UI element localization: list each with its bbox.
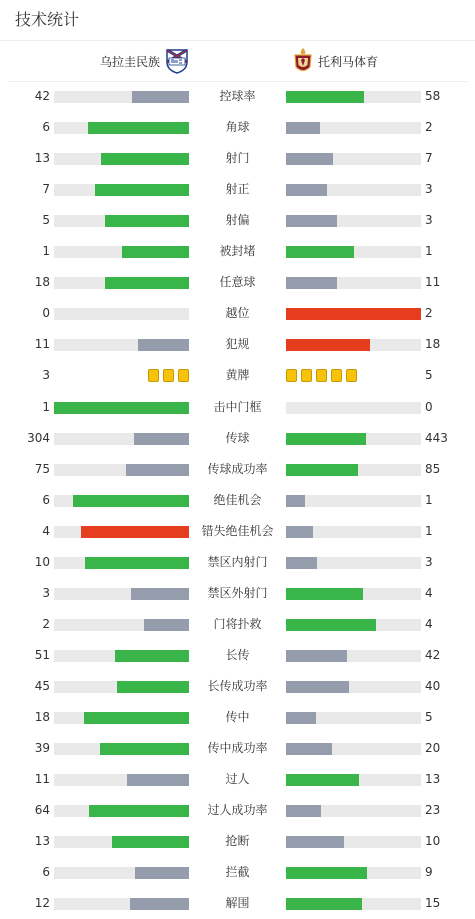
stat-row[interactable] xyxy=(0,702,475,733)
stat-label: 越位 xyxy=(225,306,250,321)
stat-row[interactable] xyxy=(0,764,475,795)
away-bar-fill xyxy=(286,898,362,910)
away-value: 13 xyxy=(425,772,441,787)
stat-row[interactable] xyxy=(0,578,475,609)
home-bar-fill xyxy=(138,339,189,351)
stat-label: 错失绝佳机会 xyxy=(201,523,274,538)
home-bar-fill xyxy=(135,867,189,879)
home-bar-fill xyxy=(73,495,189,507)
away-bar-fill xyxy=(286,526,313,538)
home-bar-fill xyxy=(132,91,189,103)
stat-row[interactable] xyxy=(0,857,475,888)
away-value: 7 xyxy=(425,151,433,166)
away-bar-track xyxy=(286,308,421,320)
home-bar-track xyxy=(54,402,189,414)
away-bar-fill xyxy=(286,246,354,258)
home-bar-fill xyxy=(127,774,189,786)
away-bar-fill xyxy=(286,122,320,134)
home-bar-track xyxy=(54,588,189,600)
stat-row[interactable] xyxy=(0,640,475,671)
home-bar-track xyxy=(54,91,189,103)
stat-row[interactable] xyxy=(0,671,475,702)
away-bar-track xyxy=(286,774,421,786)
away-bar-fill xyxy=(286,774,359,786)
away-bar-track xyxy=(286,495,421,507)
stat-label: 被封堵 xyxy=(219,244,256,259)
away-value: 9 xyxy=(425,865,433,880)
stat-row[interactable] xyxy=(0,547,475,578)
away-bar-track xyxy=(286,215,421,227)
away-bar-track xyxy=(286,153,421,165)
home-value: 13 xyxy=(34,151,50,166)
home-bar-track xyxy=(54,277,189,289)
stat-label: 任意球 xyxy=(219,275,256,290)
away-bar-track xyxy=(286,402,421,414)
away-value: 2 xyxy=(425,306,433,321)
stat-label: 黄牌 xyxy=(225,368,250,383)
away-bar-fill xyxy=(286,712,316,724)
away-yellow-cards xyxy=(286,369,357,382)
stat-label: 长传 xyxy=(225,647,250,662)
home-bar-fill xyxy=(84,712,189,724)
home-bar-track xyxy=(54,619,189,631)
stat-label: 射正 xyxy=(225,182,250,197)
away-value: 4 xyxy=(425,616,433,631)
home-bar-fill xyxy=(89,805,189,817)
home-value: 2 xyxy=(42,616,50,631)
home-bar-track xyxy=(54,557,189,569)
home-bar-fill xyxy=(144,619,189,631)
home-bar-track xyxy=(54,867,189,879)
stat-row[interactable] xyxy=(0,329,475,360)
title-divider xyxy=(0,40,475,41)
stat-label: 击中门框 xyxy=(213,399,262,414)
yellow-card-icon xyxy=(316,369,327,382)
away-bar-fill xyxy=(286,805,321,817)
home-value: 3 xyxy=(42,368,50,383)
stat-row[interactable] xyxy=(0,423,475,454)
home-value: 39 xyxy=(34,741,50,756)
away-value: 23 xyxy=(425,803,441,818)
home-bar-fill xyxy=(105,215,189,227)
home-value: 11 xyxy=(34,337,50,352)
away-value: 10 xyxy=(425,834,441,849)
away-bar-fill xyxy=(286,464,358,476)
stat-row[interactable] xyxy=(0,112,475,143)
away-bar-track xyxy=(286,557,421,569)
away-bar-fill xyxy=(286,215,337,227)
home-value: 18 xyxy=(34,275,50,290)
home-bar-fill xyxy=(81,526,189,538)
stat-row[interactable] xyxy=(0,236,475,267)
away-bar-track xyxy=(286,743,421,755)
away-bar-track xyxy=(286,91,421,103)
home-team-crest-icon xyxy=(164,48,190,77)
away-bar-fill xyxy=(286,619,376,631)
away-bar-fill xyxy=(286,836,344,848)
home-bar-track xyxy=(54,246,189,258)
stat-row[interactable] xyxy=(0,733,475,764)
stat-row[interactable] xyxy=(0,205,475,236)
away-bar-fill xyxy=(286,588,363,600)
away-bar-track xyxy=(286,526,421,538)
home-value: 6 xyxy=(42,492,50,507)
home-value: 5 xyxy=(42,213,50,228)
home-bar-track xyxy=(54,184,189,196)
home-value: 18 xyxy=(34,710,50,724)
yellow-card-icon xyxy=(178,369,189,382)
away-team-name: 托利马体育 xyxy=(318,55,379,69)
yellow-card-icon xyxy=(331,369,342,382)
away-value: 5 xyxy=(425,368,433,383)
home-value: 75 xyxy=(34,461,50,476)
stat-label: 角球 xyxy=(225,120,250,135)
away-value: 3 xyxy=(425,213,433,228)
home-bar-track xyxy=(54,495,189,507)
away-bar-fill xyxy=(286,557,317,569)
away-bar-fill xyxy=(286,650,347,662)
home-bar-track xyxy=(54,712,189,724)
away-bar-fill xyxy=(286,308,421,320)
away-value: 1 xyxy=(425,244,433,259)
away-value: 20 xyxy=(425,741,441,756)
away-bar-fill xyxy=(286,153,333,165)
away-bar-fill xyxy=(286,91,364,103)
home-team-name: 乌拉圭民族 xyxy=(100,55,161,69)
stat-label: 门将扑救 xyxy=(213,616,262,631)
stat-row[interactable] xyxy=(0,609,475,640)
yellow-card-icon xyxy=(148,369,159,382)
home-bar-track xyxy=(54,836,189,848)
home-bar-fill xyxy=(112,836,189,848)
away-value: 1 xyxy=(425,492,433,507)
away-value: 4 xyxy=(425,585,433,600)
stat-label: 长传成功率 xyxy=(207,678,268,693)
stat-label: 禁区外射门 xyxy=(207,585,268,600)
stat-row[interactable] xyxy=(0,143,475,174)
home-bar-track xyxy=(54,805,189,817)
stat-label: 过人成功率 xyxy=(207,803,268,818)
away-bar-track xyxy=(286,339,421,351)
away-bar-fill xyxy=(286,277,337,289)
stat-row[interactable] xyxy=(0,298,475,329)
home-bar-track xyxy=(54,681,189,693)
home-bar-fill xyxy=(100,743,189,755)
away-bar-fill xyxy=(286,867,367,879)
away-bar-track xyxy=(286,650,421,662)
home-bar-fill xyxy=(122,246,190,258)
away-bar-track xyxy=(286,619,421,631)
away-value: 18 xyxy=(425,337,441,352)
stat-label: 禁区内射门 xyxy=(207,554,268,569)
home-bar-fill xyxy=(85,557,189,569)
home-bar-track xyxy=(54,153,189,165)
home-team[interactable] xyxy=(100,48,190,76)
stat-row[interactable] xyxy=(0,267,475,298)
stat-row[interactable] xyxy=(0,360,475,391)
home-value: 7 xyxy=(42,182,50,197)
yellow-card-icon xyxy=(163,369,174,382)
home-value: 4 xyxy=(42,523,50,538)
stat-label: 拦截 xyxy=(225,865,250,880)
home-bar-track xyxy=(54,743,189,755)
home-bar-track xyxy=(54,898,189,910)
away-team-crest-icon xyxy=(292,47,314,78)
home-value: 6 xyxy=(42,865,50,880)
away-bar-fill xyxy=(286,433,366,445)
away-value: 3 xyxy=(425,182,433,197)
away-value: 85 xyxy=(425,461,441,476)
stat-row[interactable] xyxy=(0,826,475,857)
stat-row[interactable] xyxy=(0,174,475,205)
home-bar-fill xyxy=(105,277,189,289)
stat-row[interactable] xyxy=(0,81,475,112)
home-bar-fill xyxy=(131,588,189,600)
away-bar-track xyxy=(286,277,421,289)
away-bar-track xyxy=(286,712,421,724)
stat-label: 传中成功率 xyxy=(207,741,268,756)
home-value: 6 xyxy=(42,120,50,135)
stat-label: 控球率 xyxy=(219,89,256,103)
stat-label: 传球 xyxy=(225,430,250,445)
home-value: 10 xyxy=(34,554,50,569)
away-bar-fill xyxy=(286,743,332,755)
home-value: 51 xyxy=(34,647,50,662)
home-value: 1 xyxy=(42,244,50,259)
home-bar-fill xyxy=(115,650,189,662)
home-bar-fill xyxy=(134,433,189,445)
away-bar-fill xyxy=(286,495,305,507)
stat-row[interactable] xyxy=(0,392,475,423)
away-value: 40 xyxy=(425,678,441,693)
away-value: 42 xyxy=(425,647,441,662)
home-value: 304 xyxy=(27,430,50,445)
away-bar-track xyxy=(286,122,421,134)
stat-label: 解围 xyxy=(225,896,250,911)
stat-label: 抢断 xyxy=(225,834,250,849)
away-value: 11 xyxy=(425,275,441,290)
stat-label: 射门 xyxy=(225,151,250,166)
away-bar-track xyxy=(286,246,421,258)
away-value: 0 xyxy=(425,399,433,414)
stat-label: 射偏 xyxy=(225,213,250,228)
home-bar-track xyxy=(54,308,189,320)
home-bar-fill xyxy=(130,898,189,910)
away-bar-track xyxy=(286,464,421,476)
home-bar-fill xyxy=(126,464,189,476)
home-value: 11 xyxy=(34,772,50,787)
yellow-card-icon xyxy=(286,369,297,382)
away-value: 15 xyxy=(425,896,441,911)
away-team[interactable] xyxy=(292,48,378,76)
away-bar-track xyxy=(286,184,421,196)
yellow-card-icon xyxy=(346,369,357,382)
home-bar-fill xyxy=(95,184,190,196)
stat-label: 犯规 xyxy=(225,337,250,352)
stat-label: 绝佳机会 xyxy=(213,492,262,507)
away-value: 58 xyxy=(425,89,441,103)
home-bar-fill xyxy=(101,153,189,165)
home-bar-track xyxy=(54,464,189,476)
stat-row[interactable] xyxy=(0,485,475,516)
home-yellow-cards xyxy=(148,369,189,382)
page-title: 技术统计 xyxy=(15,10,80,29)
stat-row[interactable] xyxy=(0,454,475,485)
stat-label: 过人 xyxy=(225,772,250,787)
home-value: 42 xyxy=(34,89,50,103)
away-value: 1 xyxy=(425,523,433,538)
stat-label: 传球成功率 xyxy=(207,461,268,476)
stat-label: 传中 xyxy=(225,710,250,724)
stat-row[interactable] xyxy=(0,516,475,547)
home-bar-fill xyxy=(54,402,189,414)
away-value: 2 xyxy=(425,120,433,135)
home-bar-fill xyxy=(88,122,189,134)
home-bar-track xyxy=(54,215,189,227)
away-bar-track xyxy=(286,588,421,600)
home-value: 64 xyxy=(34,803,50,818)
home-value: 45 xyxy=(34,678,50,693)
away-bar-track xyxy=(286,681,421,693)
home-value: 0 xyxy=(42,306,50,321)
home-bar-track xyxy=(54,339,189,351)
home-value: 12 xyxy=(34,896,50,911)
home-bar-fill xyxy=(117,681,189,693)
stat-row[interactable] xyxy=(0,795,475,826)
away-value: 3 xyxy=(425,554,433,569)
away-bar-fill xyxy=(286,681,349,693)
home-value: 13 xyxy=(34,834,50,849)
home-bar-track xyxy=(54,650,189,662)
home-bar-track xyxy=(54,774,189,786)
away-value: 443 xyxy=(425,430,448,445)
home-bar-track xyxy=(54,122,189,134)
away-bar-track xyxy=(286,867,421,879)
away-bar-track xyxy=(286,805,421,817)
home-value: 3 xyxy=(42,585,50,600)
home-bar-track xyxy=(54,526,189,538)
away-bar-fill xyxy=(286,184,327,196)
away-bar-fill xyxy=(286,339,370,351)
away-value: 5 xyxy=(425,710,433,724)
home-bar-track xyxy=(54,433,189,445)
stat-row[interactable] xyxy=(0,888,475,919)
away-bar-track xyxy=(286,898,421,910)
home-value: 1 xyxy=(42,399,50,414)
away-bar-track xyxy=(286,433,421,445)
away-bar-track xyxy=(286,836,421,848)
yellow-card-icon xyxy=(301,369,312,382)
